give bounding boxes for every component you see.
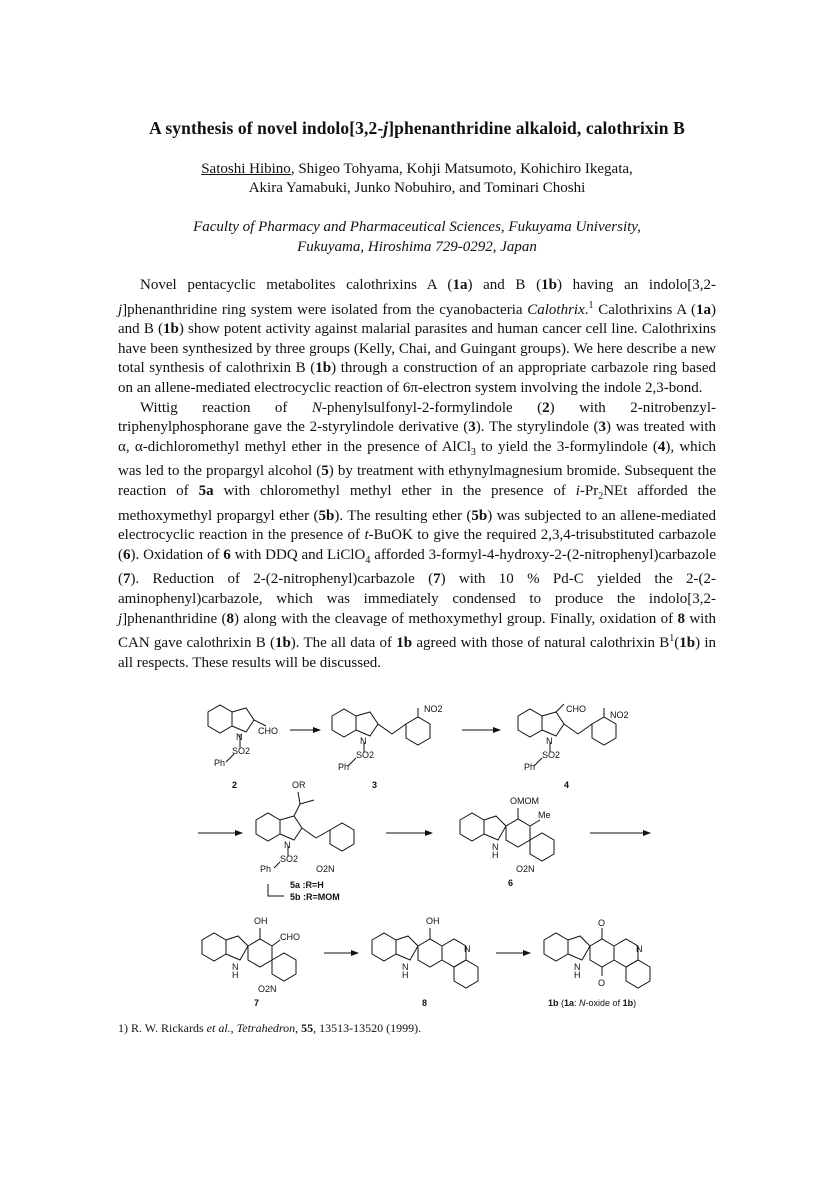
abstract-body [118, 276, 716, 673]
svg-text:OH: OH [426, 916, 440, 926]
svg-text:NO2: NO2 [424, 704, 443, 714]
svg-text:Me: Me [538, 810, 551, 820]
svg-text:N: N [574, 962, 581, 972]
svg-text:OR: OR [292, 780, 306, 790]
svg-text:O2N: O2N [516, 864, 535, 874]
svg-text:N: N [402, 962, 409, 972]
compound-8-structure [372, 916, 478, 1008]
compound-6-structure [460, 796, 554, 888]
svg-text:SO2: SO2 [542, 750, 561, 760]
svg-text:O2N: O2N [258, 984, 277, 994]
reference-1: 1) R. W. Rickards et al., Tetrahedron, 55, 13513-13520 (1999). [118, 1021, 422, 1035]
svg-text:N: N [492, 842, 499, 852]
compound-1b-structure [544, 918, 650, 1008]
svg-text:OMOM: OMOM [510, 796, 539, 806]
svg-text:N: N [546, 736, 553, 746]
svg-text:CHO: CHO [258, 726, 278, 736]
svg-text:SO2: SO2 [232, 746, 251, 756]
compound-5-structure [256, 780, 354, 902]
compound-label-5a: 5a :R=H [290, 880, 324, 890]
svg-text:N: N [284, 840, 291, 850]
compound-4-structure [518, 704, 629, 790]
svg-text:N: N [232, 962, 239, 972]
svg-text:N: N [360, 736, 367, 746]
presenting-author: Satoshi Hibino [201, 161, 291, 177]
svg-text:O2N: O2N [316, 864, 335, 874]
compound-7-structure [202, 916, 300, 1008]
svg-text:Ph: Ph [214, 758, 226, 768]
svg-text:H: H [402, 970, 409, 980]
svg-text:N: N [636, 944, 643, 954]
svg-text:N: N [464, 944, 471, 954]
author-list: Satoshi Hibino, Shigeo Tohyama, Kohji Matsumoto, Kohichiro Ikegata, Akira Yamabuki, Junko Nobuhiro, and Tominari Choshi [201, 161, 633, 196]
svg-text:Ph: Ph [338, 762, 350, 772]
affiliation: Faculty of Pharmacy and Pharmaceutical Sciences, Fukuyama University, Fukuyama, Hiroshima 729-0292, Japan [193, 219, 641, 255]
compound-label-6: 6 [508, 878, 514, 888]
svg-text:H: H [492, 850, 499, 860]
compound-label-8: 8 [422, 998, 428, 1008]
compound-2-structure [208, 705, 278, 790]
compound-label-5b: 5b :R=MOM [290, 892, 340, 902]
svg-text:N: N [236, 732, 243, 742]
compound-label-7: 7 [254, 998, 260, 1008]
svg-text:SO2: SO2 [356, 750, 375, 760]
compound-3-structure [332, 704, 443, 790]
svg-text:H: H [232, 970, 239, 980]
compound-label-3: 3 [372, 780, 378, 790]
svg-text:O: O [598, 918, 606, 928]
svg-text:O: O [598, 978, 606, 988]
paragraph-1: Novel pentacyclic metabolites calothrixins A (1a) and B (1b) having an indolo[3,2-j]phenanthridine ring system were isolated from the cyanobacteria Calothrix.$^1$ Calothrixins A (1a) and B (1b) show potent activity against malarial parasites and human cancer cell line. Calothrixins have been synthesized by three groups (Kelly, Chai, and Guingant groups). We here describe a new total synthesis of calothrixin B (1b) through a construction of an appropriate carbazole ring based on an allene-mediated electrocyclic reaction of 6π-electron system involving the indole 2,3-bond. [118, 277, 716, 396]
svg-text:Ph: Ph [524, 762, 536, 772]
svg-text:H: H [574, 970, 581, 980]
compound-label-2: 2 [232, 780, 238, 790]
svg-text:OH: OH [254, 916, 268, 926]
paper-title: A synthesis of novel indolo[3,2-j]phenanthridine alkaloid, calothrixin B [149, 118, 685, 138]
synthesis-scheme [150, 700, 690, 1020]
svg-text:NO2: NO2 [610, 710, 629, 720]
svg-text:CHO: CHO [280, 932, 300, 942]
compound-label-4: 4 [564, 780, 570, 790]
svg-text:CHO: CHO [566, 704, 586, 714]
svg-text:Ph: Ph [260, 864, 272, 874]
svg-text:SO2: SO2 [280, 854, 299, 864]
compound-label-1b: 1b (1a: N-oxide of 1b) [548, 998, 637, 1008]
paragraph-2: Wittig reaction of N-phenylsulfonyl-2-formylindole (2) with 2-nitrobenzyl-triphenylphosphorane gave the 2-styrylindole derivative (3). The styrylindole (3) was treated with α, α-dichloromethyl methyl ether in the presence of AlCl$_3$ to yield the 3-formylindole (4), which was led to the propargyl alcohol (5) by treatment with ethynylmagnesium bromide. Subsequent the reaction of 5a with chloromethyl methyl ether in the presence of $i-Pr_2NEt$ afforded the methoxymethyl propargyl ether (5b). The resulting ether (5b) was subjected to an allene-mediated electrocyclic reaction in the presence of t-BuOK to give the required 2,3,4-trisubstituted carbazole (6). Oxidation of 6 with DDQ and LiClO$_4$ afforded 3-formyl-4-hydroxy-2-(2-nitrophenyl)carbazole (7). Reduction of 2-(2-nitrophenyl)carbazole (7) with 10 % Pd-C yielded the 2-(2-aminophenyl)carbazole, which was immediately condensed to produce the indolo[3,2-j]phenanthridine (8) along with the cleavage of methoxymethyl group. Finally, oxidation of 8 with CAN gave calothrixin B (1b). The all data of 1b agreed with those of natural calothrixin $B^1(1b)$ in all respects. These results will be discussed. [118, 399, 717, 671]
